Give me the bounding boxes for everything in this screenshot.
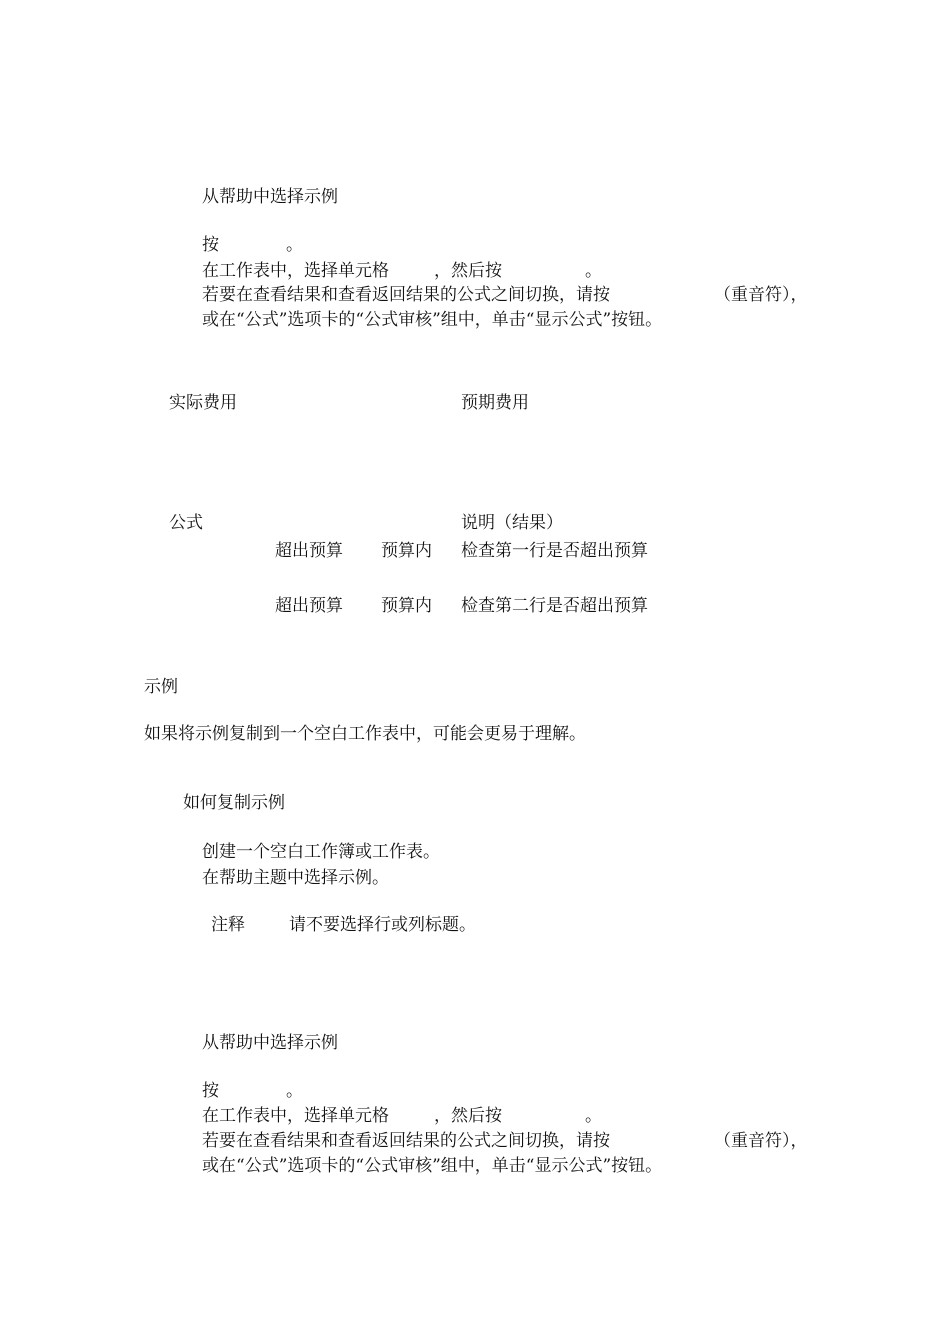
- example-intro: 如果将示例复制到一个空白工作表中，可能会更易于理解。: [144, 724, 586, 744]
- note-label: 注释: [211, 915, 245, 935]
- block1-step3-a: 若要在查看结果和查看返回结果的公式之间切换，请按: [202, 285, 610, 305]
- row2-description: 检查第二行是否超出预算: [461, 596, 648, 616]
- header-expected-cost: 预期费用: [461, 393, 529, 413]
- row1-over-budget: 超出预算: [275, 541, 343, 561]
- howto-step2: 在帮助主题中选择示例。: [202, 868, 389, 888]
- block1-step2-b: ，然后按: [434, 261, 502, 281]
- block1-step1-press: 按: [202, 235, 219, 255]
- block1-step3-c: 或在“公式”选项卡的“公式审核”组中，单击“显示公式”按钮。: [202, 310, 663, 330]
- block1-heading: 从帮助中选择示例: [202, 187, 338, 207]
- block2-step3-b: （重音符），: [714, 1131, 808, 1151]
- block1-step2-end: 。: [585, 261, 602, 281]
- block2-step3-c: 或在“公式”选项卡的“公式审核”组中，单击“显示公式”按钮。: [202, 1156, 663, 1176]
- header-actual-cost: 实际费用: [169, 393, 237, 413]
- note-text: 请不要选择行或列标题。: [289, 915, 476, 935]
- block1-step2-a: 在工作表中，选择单元格: [202, 261, 389, 281]
- header-formula: 公式: [169, 513, 203, 533]
- howto-step1: 创建一个空白工作簿或工作表。: [202, 842, 440, 862]
- block2-step2-end: 。: [585, 1106, 602, 1126]
- example-title: 示例: [144, 677, 178, 697]
- block2-step1-end: 。: [286, 1081, 303, 1101]
- block1-step3-b: （重音符），: [714, 285, 808, 305]
- howto-title: 如何复制示例: [183, 793, 285, 813]
- row2-within-budget: 预算内: [381, 596, 432, 616]
- block2-step3-a: 若要在查看结果和查看返回结果的公式之间切换，请按: [202, 1131, 610, 1151]
- block2-step2-b: ，然后按: [434, 1106, 502, 1126]
- block2-heading: 从帮助中选择示例: [202, 1033, 338, 1053]
- row1-within-budget: 预算内: [381, 541, 432, 561]
- block2-step2-a: 在工作表中，选择单元格: [202, 1106, 389, 1126]
- block1-step1-end: 。: [286, 235, 303, 255]
- header-description: 说明（结果）: [461, 513, 563, 533]
- block2-step1-press: 按: [202, 1081, 219, 1101]
- row1-description: 检查第一行是否超出预算: [461, 541, 648, 561]
- row2-over-budget: 超出预算: [275, 596, 343, 616]
